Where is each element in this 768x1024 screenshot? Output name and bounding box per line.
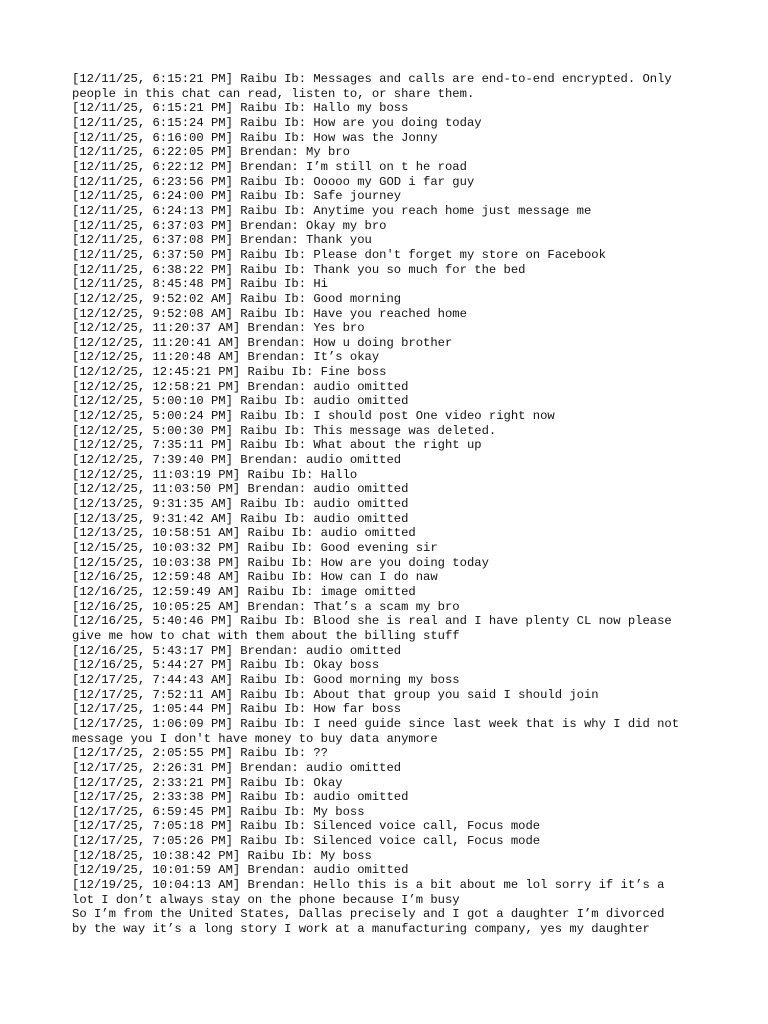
transcript-line: [12/11/25, 6:38:22 PM] Raibu Ib: Thank you so much for the bed <box>72 262 526 277</box>
transcript-line: [12/13/25, 9:31:35 AM] Raibu Ib: audio omitted <box>72 497 409 512</box>
transcript-line: [12/16/25, 5:40:46 PM] Raibu Ib: Blood she is real and I have plenty CL now please <box>72 614 672 629</box>
transcript-line: [12/17/25, 7:05:26 PM] Raibu Ib: Silenced voice call, Focus mode <box>72 834 541 849</box>
transcript-line: [12/11/25, 6:24:13 PM] Raibu Ib: Anytime you reach home just message me <box>72 203 592 218</box>
chat-transcript-page <box>72 72 702 937</box>
transcript-line: [12/17/25, 2:33:21 PM] Raibu Ib: Okay <box>72 775 343 790</box>
transcript-line: [12/12/25, 12:58:21 PM] Brendan: audio omitted <box>72 379 409 394</box>
transcript-line: give me how to chat with them about the billing stuff <box>72 628 460 643</box>
transcript-line: [12/11/25, 6:15:24 PM] Raibu Ib: How are you doing today <box>72 115 482 130</box>
transcript-line: [12/17/25, 1:05:44 PM] Raibu Ib: How far boss <box>72 702 402 717</box>
transcript-line: So I’m from the United States, Dallas precisely and I got a daughter I’m divorced <box>72 907 665 922</box>
transcript-line: [12/12/25, 11:03:50 PM] Brendan: audio omitted <box>72 482 409 497</box>
transcript-line: [12/15/25, 10:03:38 PM] Raibu Ib: How are you doing today <box>72 555 489 570</box>
transcript-line: [12/17/25, 7:44:43 AM] Raibu Ib: Good morning my boss <box>72 672 460 687</box>
transcript-line: [12/17/25, 2:05:55 PM] Raibu Ib: ?? <box>72 746 328 761</box>
transcript-line: [12/11/25, 6:23:56 PM] Raibu Ib: Ooooo my GOD i far guy <box>72 174 475 189</box>
transcript-line: [12/12/25, 11:20:48 AM] Brendan: It’s okay <box>72 350 380 365</box>
transcript-line: [12/17/25, 6:59:45 PM] Raibu Ib: My boss <box>72 804 365 819</box>
transcript-line: [12/19/25, 10:04:13 AM] Brendan: Hello this is a bit about me lol sorry if it’s a <box>72 878 665 893</box>
transcript-line: [12/11/25, 6:37:03 PM] Brendan: Okay my bro <box>72 218 387 233</box>
transcript-line: [12/11/25, 6:15:21 PM] Raibu Ib: Messages and calls are end-to-end encrypted. Only <box>72 72 672 86</box>
transcript-line: [12/11/25, 6:22:05 PM] Brendan: My bro <box>72 145 350 160</box>
transcript-line: [12/11/25, 6:37:08 PM] Brendan: Thank you <box>72 233 372 248</box>
transcript-line: [12/16/25, 5:43:17 PM] Brendan: audio omitted <box>72 643 402 658</box>
transcript-line: [12/12/25, 5:00:10 PM] Raibu Ib: audio omitted <box>72 394 409 409</box>
transcript-line: [12/11/25, 6:22:12 PM] Brendan: I’m still on t he road <box>72 159 467 174</box>
transcript-line: [12/12/25, 5:00:24 PM] Raibu Ib: I should post One video right now <box>72 409 555 424</box>
transcript-line: [12/17/25, 2:33:38 PM] Raibu Ib: audio omitted <box>72 790 409 805</box>
transcript-line: by the way it’s a long story I work at a manufacturing company, yes my daughter <box>72 922 650 937</box>
transcript-line: [12/12/25, 7:35:11 PM] Raibu Ib: What about the right up <box>72 438 482 453</box>
transcript-line: [12/12/25, 11:03:19 PM] Raibu Ib: Hallo <box>72 467 358 482</box>
transcript-line: [12/18/25, 10:38:42 PM] Raibu Ib: My boss <box>72 848 372 863</box>
transcript-line: [12/11/25, 6:16:00 PM] Raibu Ib: How was the Jonny <box>72 130 438 145</box>
transcript-line: [12/17/25, 2:26:31 PM] Brendan: audio omitted <box>72 760 402 775</box>
transcript-line: people in this chat can read, listen to, or share them. <box>72 86 475 101</box>
transcript-line: [12/13/25, 9:31:42 AM] Raibu Ib: audio omitted <box>72 511 409 526</box>
transcript-line: [12/11/25, 6:15:21 PM] Raibu Ib: Hallo my boss <box>72 101 409 116</box>
transcript-line: [12/12/25, 7:39:40 PM] Brendan: audio omitted <box>72 453 402 468</box>
transcript-line: lot I don’t always stay on the phone because I’m busy <box>72 892 460 907</box>
transcript-line: [12/17/25, 1:06:09 PM] Raibu Ib: I need guide since last week that is why I did not <box>72 716 680 731</box>
transcript-line: [12/17/25, 7:52:11 AM] Raibu Ib: About that group you said I should join <box>72 687 599 702</box>
transcript-line: [12/13/25, 10:58:51 AM] Raibu Ib: audio omitted <box>72 526 416 541</box>
transcript-line: message you I don't have money to buy data anymore <box>72 731 438 746</box>
transcript-line: [12/11/25, 6:24:00 PM] Raibu Ib: Safe journey <box>72 189 402 204</box>
transcript-line: [12/12/25, 9:52:02 AM] Raibu Ib: Good morning <box>72 291 402 306</box>
transcript-line: [12/12/25, 12:45:21 PM] Raibu Ib: Fine boss <box>72 365 387 380</box>
transcript-line: [12/15/25, 10:03:32 PM] Raibu Ib: Good evening sir <box>72 541 438 555</box>
transcript-line: [12/16/25, 5:44:27 PM] Raibu Ib: Okay boss <box>72 658 380 673</box>
transcript-line: [12/19/25, 10:01:59 AM] Brendan: audio omitted <box>72 863 409 878</box>
transcript-line: [12/16/25, 12:59:49 AM] Raibu Ib: image omitted <box>72 584 416 599</box>
transcript-line: [12/12/25, 9:52:08 AM] Raibu Ib: Have you reached home <box>72 306 467 321</box>
transcript-line: [12/16/25, 10:05:25 AM] Brendan: That’s a scam my bro <box>72 599 460 614</box>
transcript-line: [12/11/25, 8:45:48 PM] Raibu Ib: Hi <box>72 277 328 292</box>
transcript-line: [12/12/25, 5:00:30 PM] Raibu Ib: This message was deleted. <box>72 423 497 438</box>
transcript-line: [12/16/25, 12:59:48 AM] Raibu Ib: How can I do naw <box>72 570 438 585</box>
transcript-line: [12/11/25, 6:37:50 PM] Raibu Ib: Please don't forget my store on Facebook <box>72 247 606 262</box>
transcript-line: [12/12/25, 11:20:37 AM] Brendan: Yes bro <box>72 321 365 336</box>
transcript-line: [12/17/25, 7:05:18 PM] Raibu Ib: Silenced voice call, Focus mode <box>72 819 541 834</box>
transcript-line: [12/12/25, 11:20:41 AM] Brendan: How u doing brother <box>72 335 453 350</box>
